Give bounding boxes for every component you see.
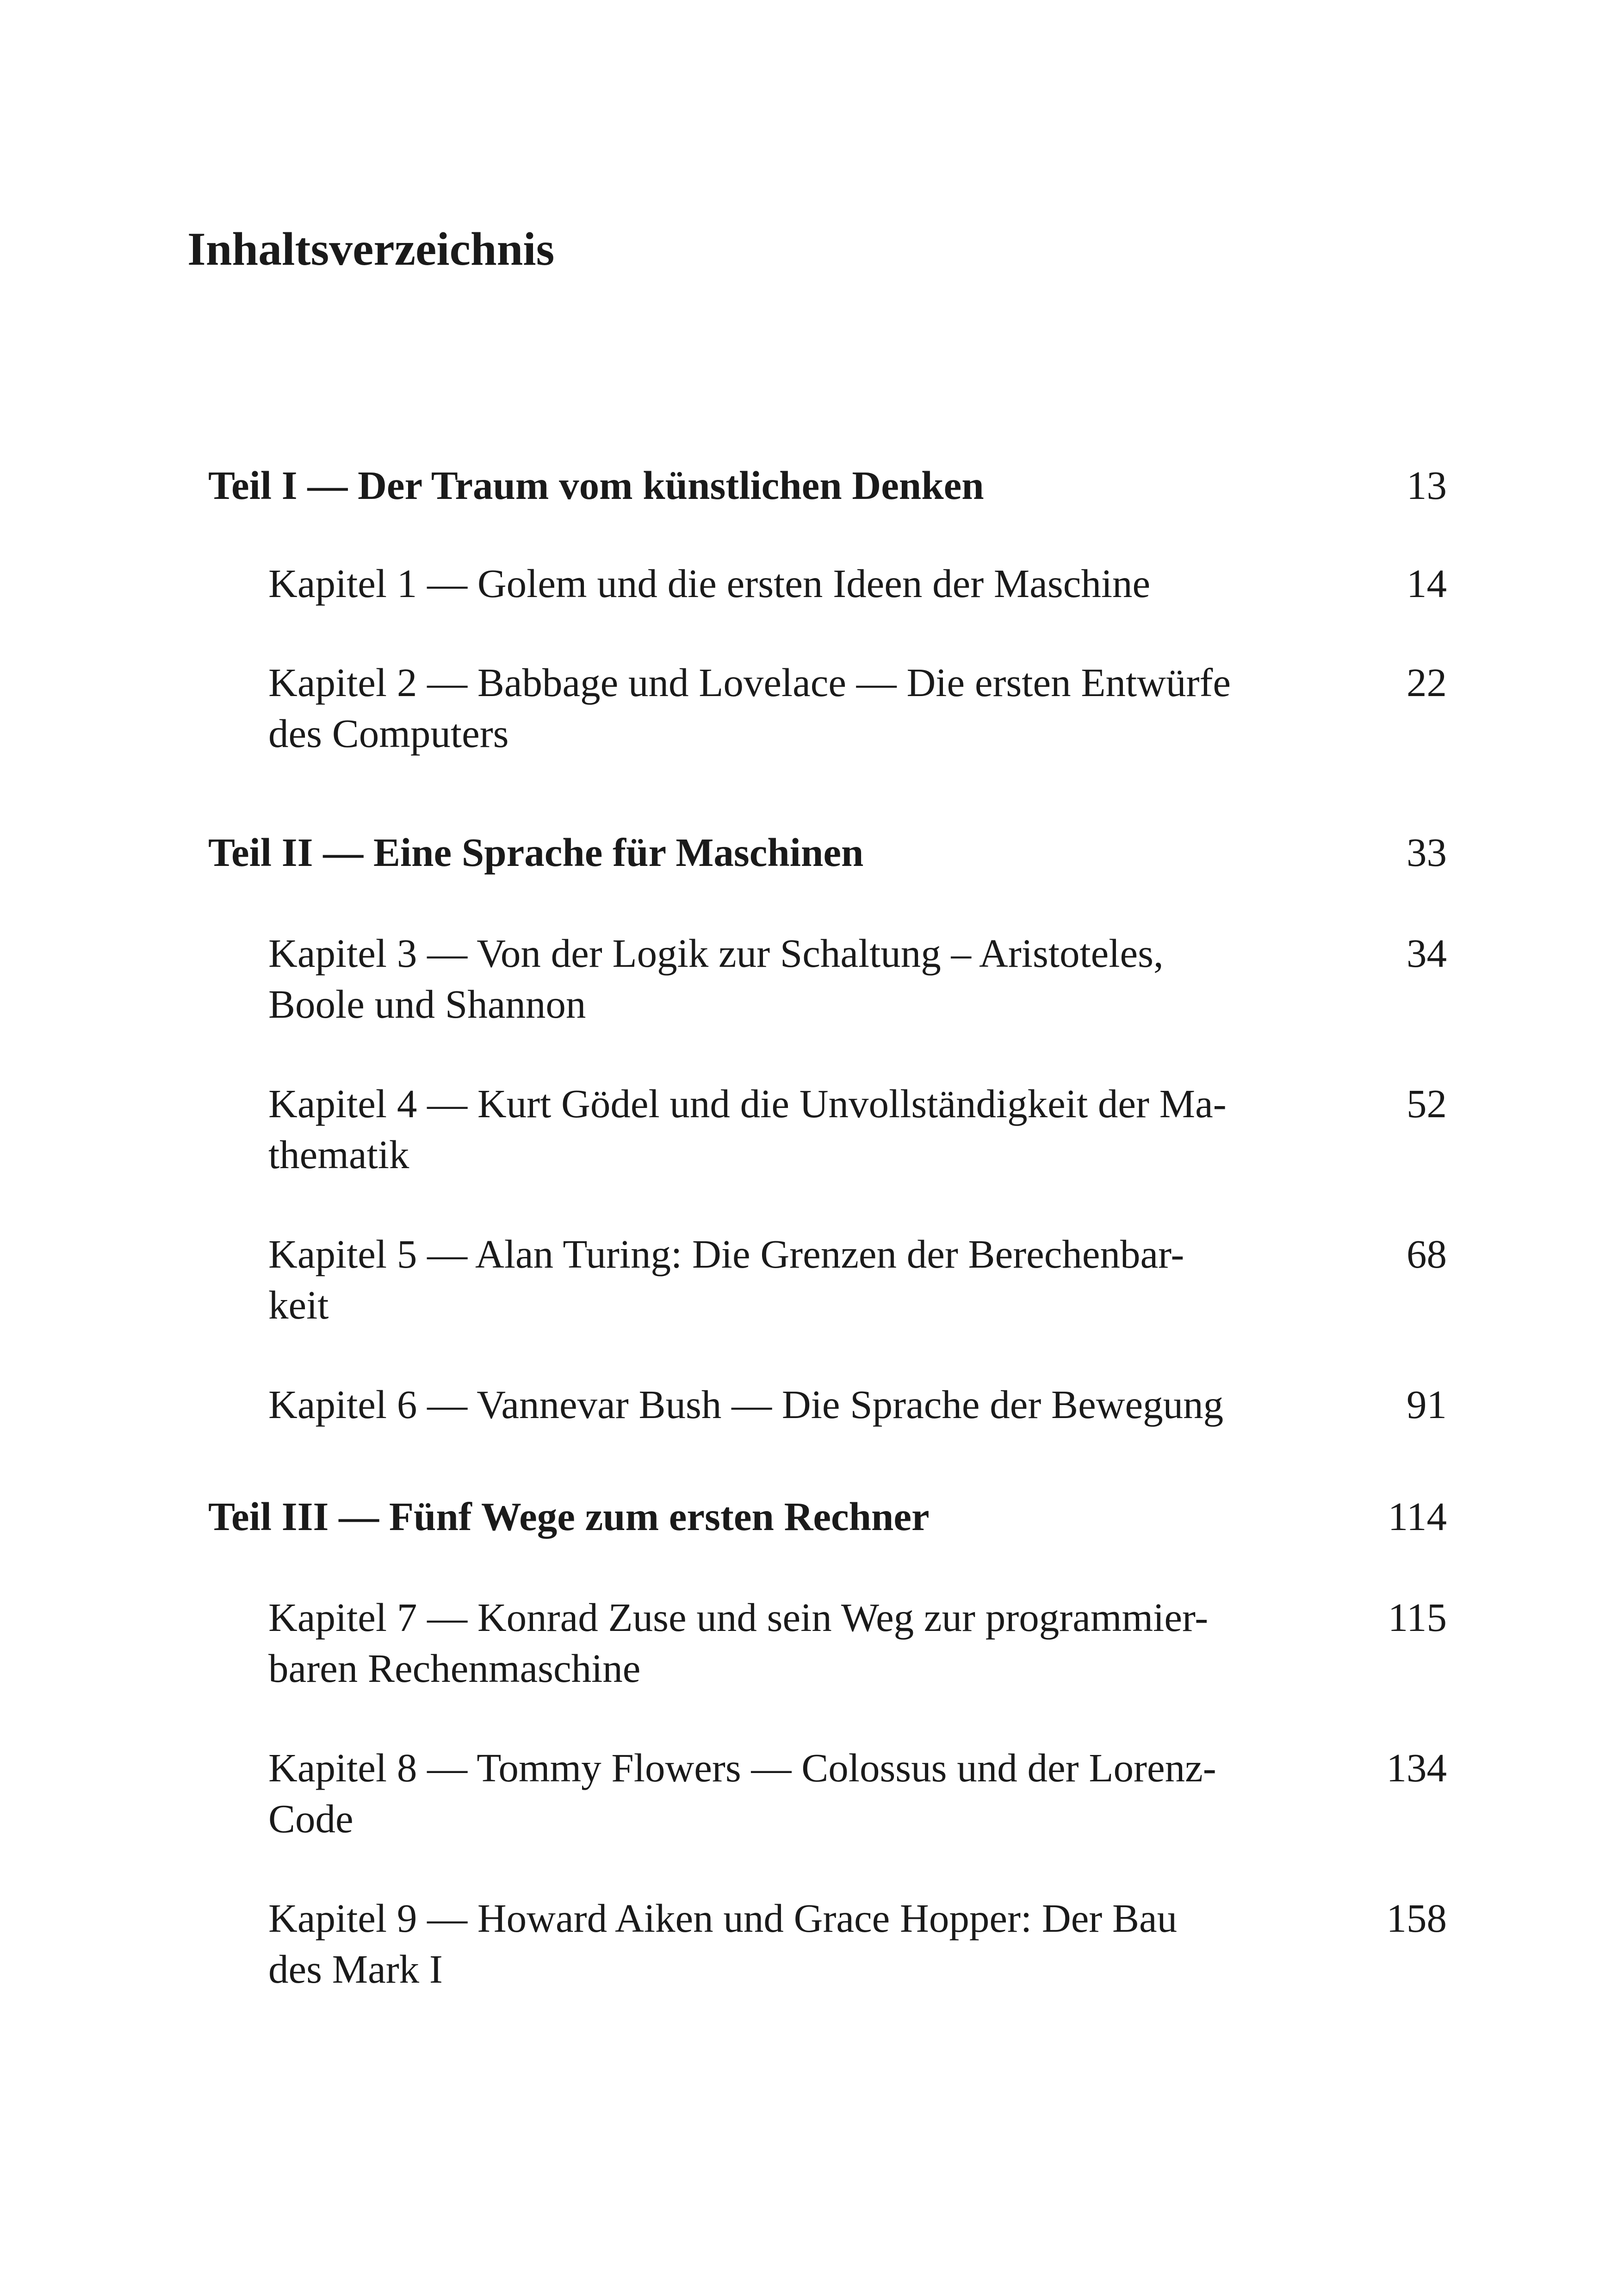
toc-page-number: 13	[1407, 463, 1447, 508]
toc-page-number: 33	[1407, 830, 1447, 875]
toc-chapter-title-line: des Mark I	[268, 1947, 443, 1991]
toc-page-number: 91	[1407, 1382, 1447, 1427]
toc-chapter-title-line: keit	[268, 1282, 329, 1327]
toc-chapter-title-line: Kapitel 6 — Vannevar Bush — Die Sprache der Bewegung	[268, 1382, 1224, 1427]
page-title: Inhaltsverzeichnis	[187, 223, 555, 275]
toc-chapter-title-line: Kapitel 8 — Tommy Flowers — Colossus und der Lorenz-	[268, 1745, 1216, 1790]
toc-page-number: 134	[1386, 1745, 1447, 1790]
toc-chapter-title-line: Kapitel 3 — Von der Logik zur Schaltung – Aristoteles,	[268, 931, 1164, 976]
toc-chapter-title	[268, 1379, 1223, 1430]
toc-page-number: 34	[1407, 931, 1447, 976]
toc-chapter-title-line: Kapitel 4 — Kurt Gödel und die Unvollständigkeit der Ma-	[268, 1081, 1227, 1126]
toc-chapter-title-line: Kapitel 7 — Konrad Zuse und sein Weg zur programmier-	[268, 1595, 1209, 1640]
toc-chapter-title	[268, 1893, 1177, 1995]
toc-chapter-title-line: Boole und Shannon	[268, 982, 586, 1027]
toc-chapter-title-line: Kapitel 9 — Howard Aiken und Grace Hopper: Der Bau	[268, 1896, 1178, 1941]
toc-chapter-title	[268, 657, 1231, 759]
toc-part-title: Teil III — Fünf Wege zum ersten Rechner	[208, 1494, 930, 1539]
toc-chapter-title	[268, 1229, 1184, 1331]
toc-chapter-title	[268, 1078, 1227, 1180]
toc-page-number: 14	[1407, 561, 1447, 606]
toc-chapter-title-line: Kapitel 2 — Babbage und Lovelace — Die ersten Entwürfe	[268, 660, 1231, 705]
toc-chapter-title-line: des Computers	[268, 711, 509, 756]
toc-page-number: 52	[1407, 1081, 1447, 1126]
toc-chapter-title-line: thematik	[268, 1132, 409, 1177]
toc-chapter-title-line: Code	[268, 1796, 353, 1841]
toc-page-number: 114	[1388, 1494, 1447, 1539]
toc-page-number: 22	[1407, 660, 1447, 705]
toc-chapter-title	[268, 1742, 1216, 1844]
toc-page-number: 115	[1388, 1595, 1447, 1640]
toc-chapter-title	[268, 1592, 1208, 1694]
toc-chapter-title-line: baren Rechenmaschine	[268, 1646, 641, 1691]
toc-chapter-title-line: Kapitel 5 — Alan Turing: Die Grenzen der Berechenbar-	[268, 1232, 1184, 1276]
toc-chapter-title	[268, 928, 1164, 1030]
toc-page-number: 68	[1407, 1232, 1447, 1276]
toc-page-number: 158	[1386, 1896, 1447, 1941]
toc-chapter-title	[268, 558, 1150, 609]
toc-part-title: Teil I — Der Traum vom künstlichen Denken	[208, 463, 984, 508]
toc-part-title: Teil II — Eine Sprache für Maschinen	[208, 830, 864, 875]
toc-chapter-title-line: Kapitel 1 — Golem und die ersten Ideen der Maschine	[268, 561, 1151, 606]
